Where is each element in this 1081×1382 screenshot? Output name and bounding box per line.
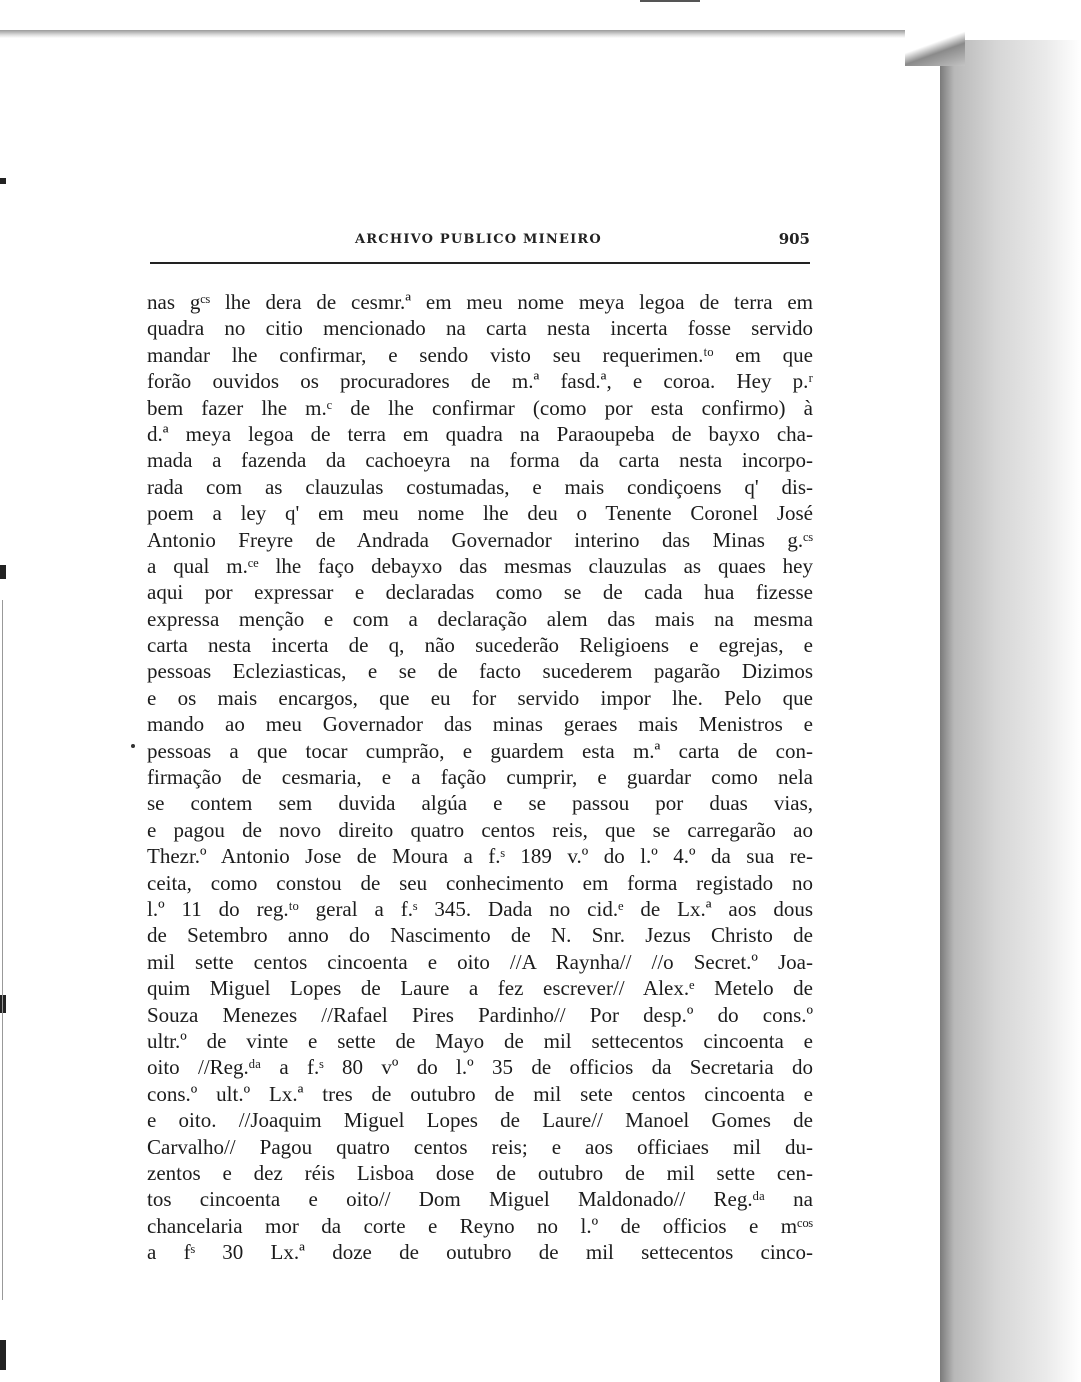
- text-line: firmação de cesmaria, e a fação cumprir, e guardar como nela: [147, 765, 813, 790]
- text-line: e os mais encargos, que eu for servido impor lhe. Pelo que: [147, 685, 813, 710]
- text-line: poem a ley q' em meu nome lhe deu o Tenente Coronel José: [147, 501, 813, 526]
- text-line: aqui por expressar e declaradas como se de cada hua fizesse: [147, 580, 813, 605]
- running-head: [150, 228, 810, 258]
- header-rule: [150, 262, 810, 264]
- text-line: a fˢ 30 Lx.ª doze de outubro de mil settecentos cinco-: [147, 1240, 813, 1265]
- text-line: bem fazer lhe m.ᶜ de lhe confirmar (como por esta confirmo) à: [147, 395, 813, 420]
- text-line: pessoas a que tocar cumprão, e guardem esta m.ª carta de con-: [147, 738, 813, 763]
- text-line: oito //Reg.ᵈᵃ a f.ˢ 80 vº do l.º 35 de officios da Secretaria do: [147, 1055, 813, 1080]
- text-line: ceita, como constou de seu conhecimento em forma registado no: [147, 870, 813, 895]
- page-number: 905: [778, 230, 810, 248]
- text-line: chancelaria mor da corte e Reyno no l.º de officios e mᶜᵒˢ: [147, 1213, 813, 1238]
- text-line: nas gᶜˢ lhe dera de cesmr.ª em meu nome meya legoa de terra em: [147, 290, 813, 314]
- margin-dot: [131, 744, 135, 748]
- text-line: Thezr.º Antonio Jose de Moura a f.ˢ 189 v.º do l.º 4.º da sua re-: [147, 844, 813, 869]
- text-line: de Setembro anno do Nascimento de N. Snr. Jezus Christo de: [147, 923, 813, 948]
- text-line: e oito. //Joaquim Miguel Lopes de Laure// Manoel Gomes de: [147, 1108, 813, 1133]
- text-line: a qual m.ᶜᵉ lhe faço debayxo das mesmas clauzulas as quaes hey: [147, 553, 813, 578]
- text-line: l.º 11 do reg.ᵗᵒ geral a f.ˢ 345. Dada no cid.ᵉ de Lx.ª aos dous: [147, 896, 813, 921]
- scan-margin-mark: [0, 178, 6, 184]
- text-line: rada com as clauzulas costumadas, e mais condiçoens q' dis-: [147, 474, 813, 499]
- scan-top-edge-shadow: [0, 30, 940, 38]
- text-line: quim Miguel Lopes de Laure a fez escrever// Alex.ᵉ Metelo de: [147, 976, 813, 1001]
- text-line: mando ao meu Governador das minas geraes mais Menistros e: [147, 712, 813, 737]
- page-corner-fold: [905, 30, 965, 66]
- text-line: pessoas Ecleziasticas, e se de facto sucederem pagarão Dizimos: [147, 659, 813, 684]
- text-line: mandar lhe confirmar, e sendo visto seu requerimen.ᵗᵒ em que: [147, 342, 813, 367]
- scan-margin-line: [2, 600, 3, 1300]
- scan-top-mark: [640, 0, 700, 2]
- body-text: [147, 289, 813, 1265]
- scan-margin-mark: [0, 1340, 6, 1370]
- text-line: Souza Menezes //Rafael Pires Pardinho// Por desp.º do cons.º: [147, 1002, 813, 1027]
- text-line: quadra no citio mencionado na carta nesta incerta fosse servido: [147, 316, 813, 341]
- text-line: ultr.º de vinte e sette de Mayo de mil settecentos cincoenta e: [147, 1028, 813, 1053]
- text-line: d.ª meya legoa de terra em quadra na Paraoupeba de bayxo cha-: [147, 421, 813, 446]
- text-line: tos cincoenta e oito// Dom Miguel Maldonado// Reg.ᵈᵃ na: [147, 1187, 813, 1212]
- text-line: cons.º ult.º Lx.ª tres de outubro de mil sete centos cincoenta e: [147, 1081, 813, 1106]
- scan-margin-mark: [0, 565, 6, 579]
- text-line: se contem sem duvida algúa e se passou por duas vias,: [147, 791, 813, 816]
- text-line: expressa menção e com a declaração alem das mais na mesma: [147, 606, 813, 631]
- text-line: mil sette centos cincoenta e oito //A Raynha// //o Secret.º Joa-: [147, 949, 813, 974]
- text-line: mada a fazenda da cachoeyra na forma da carta nesta incorpo-: [147, 448, 813, 473]
- text-line: carta nesta incerta de q, não sucederão Religioens e egrejas, e: [147, 633, 813, 658]
- scan-margin-mark: [0, 995, 6, 1013]
- scan-right-edge-shadow: [940, 40, 1081, 1382]
- text-line: Antonio Freyre de Andrada Governador interino das Minas g.ᶜˢ: [147, 527, 813, 552]
- text-line: Carvalho// Pagou quatro centos reis; e aos officiaes mil du-: [147, 1134, 813, 1159]
- running-title: ARCHIVO PUBLICO MINEIRO: [355, 232, 602, 247]
- text-line: zentos e dez réis Lisboa dose de outubro de mil sette cen-: [147, 1160, 813, 1185]
- text-line: e pagou de novo direito quatro centos reis, que se carregarão ao: [147, 817, 813, 842]
- text-line: forão ouvidos os procuradores de m.ª fasd.ª, e coroa. Hey p.ʳ: [147, 369, 813, 394]
